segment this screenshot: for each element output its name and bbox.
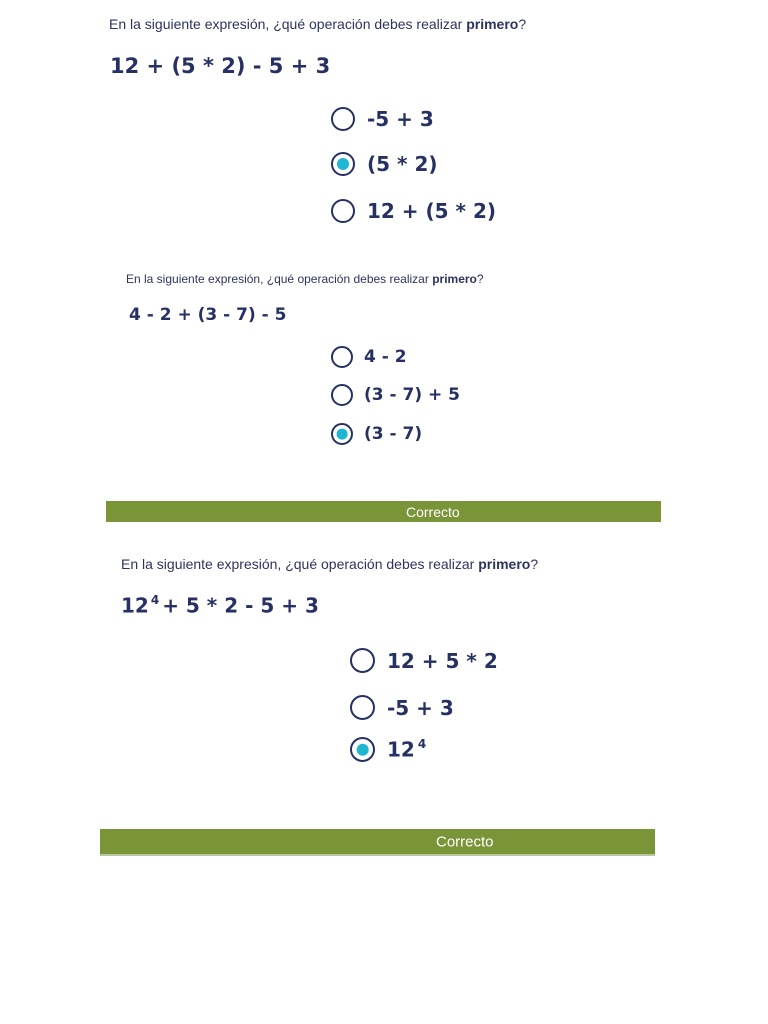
radio-button[interactable] [331,199,355,223]
answer-option[interactable] [331,107,434,131]
radio-button[interactable] [331,384,353,406]
answer-option-label: 12 + 5 * 2 [387,648,498,673]
answer-option[interactable] [331,152,438,176]
question-text: En la siguiente expresión, ¿qué operación debes realizar primero? [121,556,539,572]
feedback-text: Correcto [406,503,460,520]
expression-exponent: 4 [150,593,160,607]
radio-button[interactable] [331,346,353,368]
radio-button[interactable] [331,107,355,131]
feedback-text: Correcto [436,833,494,850]
answer-option[interactable] [331,346,407,368]
expression-base: 12 [121,593,149,618]
feedback-bar [106,501,661,522]
answer-option-label: -5 + 3 [387,695,454,720]
answer-option[interactable] [331,199,496,223]
question-text: En la siguiente expresión, ¿qué operación debes realizar primero? [126,272,484,286]
radio-button[interactable] [350,737,375,762]
answer-option-label: 4 - 2 [364,347,407,367]
answer-option[interactable] [350,737,426,762]
radio-button[interactable] [350,648,375,673]
math-expression [121,593,319,617]
math-expression: 12 + (5 * 2) - 5 + 3 [110,54,331,78]
answer-option-label [387,737,426,761]
radio-button[interactable] [331,423,353,445]
answer-option-label: (3 - 7) [364,424,423,444]
option-base: 12 [387,737,415,762]
answer-option[interactable] [331,384,460,406]
question-text: En la siguiente expresión, ¿qué operación debes realizar primero? [109,16,527,32]
answer-option-label: (3 - 7) + 5 [364,385,460,405]
answer-option[interactable] [331,423,422,445]
feedback-bar [100,829,655,856]
answer-option-label: 12 + (5 * 2) [367,199,497,223]
option-exponent: 4 [417,737,427,752]
math-expression: 4 - 2 + (3 - 7) - 5 [129,305,287,325]
answer-option[interactable] [350,695,454,720]
answer-option-label: (5 * 2) [367,152,438,176]
radio-button[interactable] [350,695,375,720]
expression-rest: + 5 * 2 - 5 + 3 [162,593,319,618]
answer-option[interactable] [350,648,498,673]
radio-button[interactable] [331,152,355,176]
answer-option-label: -5 + 3 [367,107,434,131]
